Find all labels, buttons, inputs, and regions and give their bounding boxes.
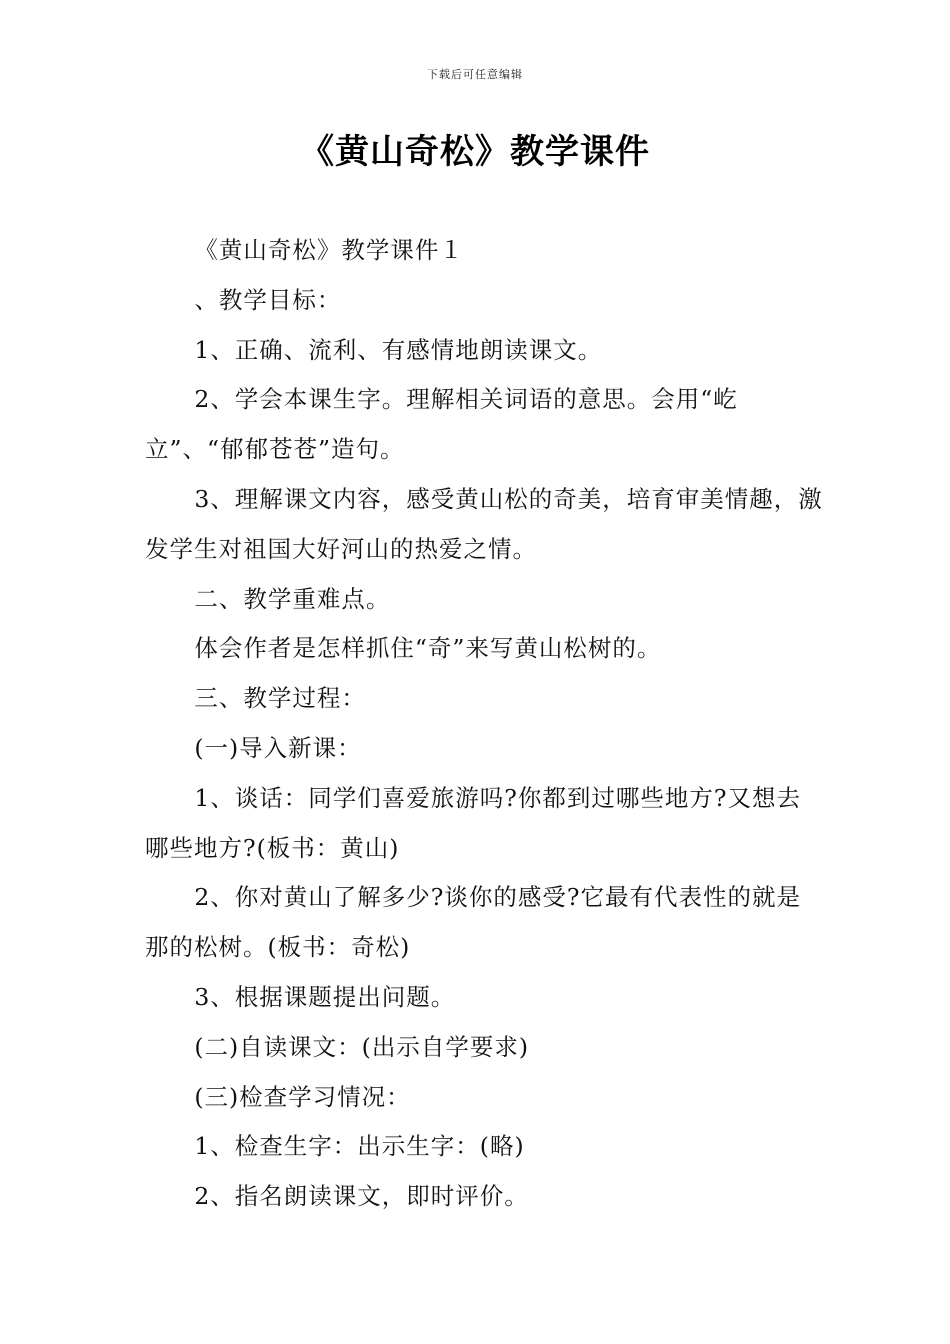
paragraph-process-heading: 三、教学过程： (194, 684, 366, 713)
paragraph-goal-3: 3、理解课文内容，感受黄山松的奇美，培育审美情趣，激发学生对祖国大好河山的热爱之情。 (145, 484, 823, 563)
paragraph-intro-heading: (一)导入新课： (194, 733, 362, 762)
paragraph-key-point: 体会作者是怎样抓住“奇”来写黄山松树的。 (194, 634, 662, 663)
paragraph-subtitle: 《黄山奇松》教学课件１ (194, 236, 464, 264)
paragraph-goal-2: 2、学会本课生字。理解相关词语的意思。会用“屹立”、“郁郁苍苍”造句。 (145, 385, 738, 464)
paragraph-intro-2: 2、你对黄山了解多少?谈你的感受?它最有代表性的就是那的松树。(板书：奇松) (145, 883, 801, 962)
paragraph-check-1: 1、检查生字：出示生字：(略) (194, 1132, 525, 1161)
paragraph-goal-1: 1、正确、流利、有感情地朗读课文。 (194, 335, 603, 364)
paragraph-self-reading: (二)自读课文：(出示自学要求) (194, 1032, 530, 1061)
header-note: 下载后可任意编辑 (427, 68, 523, 81)
document-body (145, 226, 825, 1222)
paragraph-teaching-goals-heading: 、教学目标： (194, 285, 342, 314)
paragraph-check-heading: (三)检查学习情况： (194, 1082, 411, 1111)
paragraph-check-2: 2、指名朗读课文，即时评价。 (194, 1182, 529, 1211)
paragraph-intro-3: 3、根据课题提出问题。 (194, 982, 456, 1011)
paragraph-key-points-heading: 二、教学重难点。 (194, 584, 391, 613)
document-title: 《黄山奇松》教学课件 (300, 132, 650, 172)
paragraph-intro-1: 1、谈话：同学们喜爱旅游吗?你都到过哪些地方?又想去哪些地方?(板书：黄山) (145, 783, 801, 862)
